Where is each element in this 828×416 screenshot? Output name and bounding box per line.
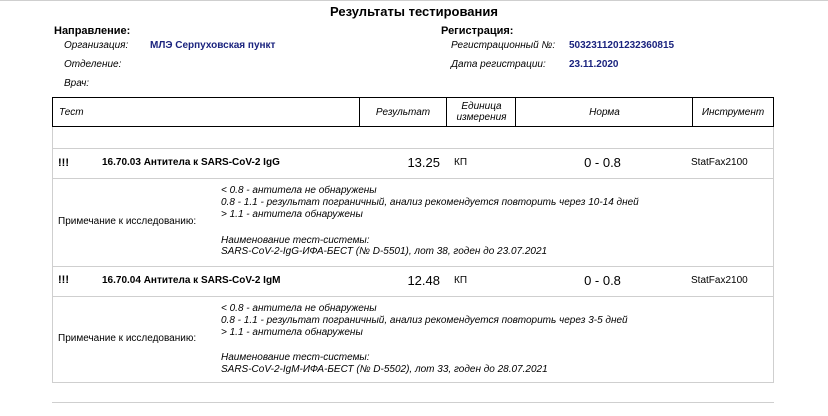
row-flag: !!! <box>58 274 69 286</box>
row-divider <box>52 382 774 383</box>
row-norm: 0 - 0.8 <box>584 155 621 170</box>
organization-label: Организация: <box>64 40 129 51</box>
row-unit: КП <box>454 157 468 168</box>
note-line: SARS-CoV-2-IgM-ИФА-БЕСТ (№ D-5502), лот 33, годен до 28.07.2021 <box>221 364 548 375</box>
header-instrument: Инструмент <box>692 98 773 126</box>
note-label: Примечание к исследованию: <box>58 216 197 227</box>
header-unit-line2: измерения <box>456 112 507 123</box>
note-line: < 0.8 - антитела не обнаружены <box>221 185 377 196</box>
doctor-label: Врач: <box>64 78 90 89</box>
header-unit <box>446 98 516 126</box>
row-result: 12.48 <box>407 273 440 288</box>
row-divider <box>52 148 774 149</box>
registration-heading: Регистрация: <box>441 25 514 37</box>
registration-date-label: Дата регистрации: <box>451 59 546 70</box>
header-norm: Норма <box>515 98 693 126</box>
bottom-rule <box>52 402 774 403</box>
registration-date-value: 23.11.2020 <box>569 59 619 70</box>
note-label: Примечание к исследованию: <box>58 333 197 344</box>
page-title: Результаты тестирования <box>330 4 498 19</box>
header-unit-line1: Единица <box>461 101 502 112</box>
registration-number-value: 5032311201232360815 <box>569 40 675 51</box>
organization-value: МЛЭ Серпуховская пункт <box>150 40 276 51</box>
row-test-name: 16.70.03 Антитела к SARS-CoV-2 IgG <box>102 157 280 168</box>
row-norm: 0 - 0.8 <box>584 273 621 288</box>
row-divider <box>52 178 774 179</box>
top-rule <box>0 0 828 1</box>
note-line: 0.8 - 1.1 - результат пограничный, анализ рекомендуется повторить через 10-14 дней <box>221 197 639 208</box>
note-line: > 1.1 - антитела обнаружены <box>221 327 363 338</box>
note-line: 0.8 - 1.1 - результат пограничный, анализ рекомендуется повторить через 3-5 дней <box>221 315 628 326</box>
registration-number-label: Регистрационный №: <box>451 40 556 51</box>
note-line: > 1.1 - антитела обнаружены <box>221 209 363 220</box>
department-label: Отделение: <box>64 59 122 70</box>
row-test-name: 16.70.04 Антитела к SARS-CoV-2 IgM <box>102 275 281 286</box>
results-table-header <box>52 97 774 127</box>
row-instrument: StatFax2100 <box>691 157 748 168</box>
note-line: Наименование тест-системы: <box>221 235 370 246</box>
direction-heading: Направление: <box>54 25 131 37</box>
header-result: Результат <box>359 98 446 126</box>
row-unit: КП <box>454 275 468 286</box>
row-instrument: StatFax2100 <box>691 275 748 286</box>
note-line: < 0.8 - антитела не обнаружены <box>221 303 377 314</box>
header-test: Тест <box>59 106 84 118</box>
note-line: Наименование тест-системы: <box>221 352 370 363</box>
row-divider <box>52 266 774 267</box>
row-flag: !!! <box>58 157 69 169</box>
note-border <box>773 178 774 266</box>
row-divider <box>52 296 774 297</box>
row-result: 13.25 <box>407 155 440 170</box>
note-line: SARS-CoV-2-IgG-ИФА-БЕСТ (№ D-5501), лот 38, годен до 23.07.2021 <box>221 246 548 257</box>
table-left-border <box>52 127 53 383</box>
